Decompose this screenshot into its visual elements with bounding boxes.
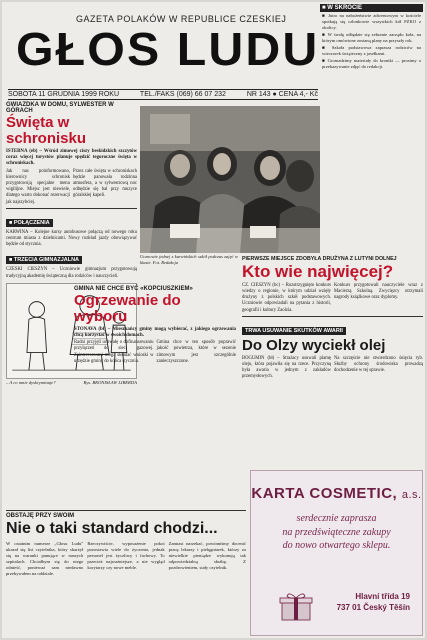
gift-box-icon [279,591,313,621]
ad-slogan [251,512,422,553]
divider [6,510,246,511]
article-paragraph: Konkurs przygotowali nauczyciele wraz z Macierzą Szkolną. Zwycięzcy otrzymali nagrody książkowe oraz dyplomy. [334,282,423,301]
advertisement [250,470,423,636]
ad-slogan-line: na przedświąteczne zakupy [282,526,391,538]
cartoon-caption-text: – A co mnie dyskryminuje? [6,379,56,385]
article-headline: Kto wie najwięcej? [242,262,394,281]
article-paragraph: Radni przyjęli uchwałę o dofinansowaniu przyłączeń do sieci gazowej. Zainteresowani mogą składać wnioski w urzędzie gminy do końca stycznia. [74,340,154,364]
issue-phone: TEL./FAKS (069) 66 07 232 [139,91,226,98]
article-paragraph: Przez całe święta w schroniskach będzie panowała rodzinna atmosfera, a w sylwestrową noc odbędzie się bal przy muzyce góralskiej kapeli. [73,168,137,199]
article-paragraph: Gmina chce w ten sposób poprawić jakość powietrza, które w sezonie zimowym jest szczególnie zanieczyszczone. [156,340,236,364]
article-lead: STONAVA (bł) – Mieszkańcy gminy mogą wybierać, z jakiego ogrzewania chcą korzystać w swoich domach. [74,326,236,338]
article-headline: Ogrzewanie do wyboru [74,292,181,325]
masthead [4,4,318,94]
divider [242,316,423,317]
ad-slogan-line: do nowo otwartego sklepu. [282,540,391,551]
article-paragraph: Jak nas poinformowano, kierownicy schronisk przygotowują specjalne menu wigilijne. Miejsc jest niewiele, dlatego warto dokonać rezerwacji jak najszybciej. [6,168,70,205]
briefs-header: ■ W SKRÓCIE [320,4,423,12]
newspaper-page [2,2,425,638]
ad-title-suffix: a.s. [401,489,422,501]
article-kicker: OBSTAJĘ PRZY SWOIM [6,513,75,519]
article-paragraph: BOGUMIN (bł) – Strażacy usuwali plamę oleju, która pojawiła się na rzece. Przyczyną była awaria w jednym z zakładów przemysłowych. [242,355,331,380]
center-article [74,286,236,365]
issue-number-price: NR 143 ● CENA 4,- Kč [246,91,318,98]
masthead-tagline: GAZETA POLAKÓW W REPUBLICE CZESKIEJ [76,14,287,24]
cartoon-credit: Rys. BRONISŁAW LIBERDA [83,379,137,385]
briefs-column [320,4,423,122]
ad-company-name [251,485,422,502]
article-kicker: GWIAZDKA W DOMU, SYLWESTER W GÓRACH [6,102,114,114]
article-paragraph: Rzeczywiście, wyposażenie pokoi pozostawia wiele do życzenia, jednak personel jest życzliwy i fachowy. To przecież najważniejsze, a nie wygląd korytarzy czy nowe meble. [87,540,165,571]
article-kicker: PIERWSZE MIEJSCE ZDOBYŁA DRUŻYNA Z LUTYNI DOLNEJ [242,256,397,262]
bottom-article [6,508,246,577]
section-label: ■ TRZECIA GIMNAZJALNA [6,256,82,264]
article-body [242,282,423,314]
photo-caption: Ucznowie jednej z karwińskich szkół podczas zajęć w klasie. Fot. Redakcja [140,254,238,265]
article-headline: Nie o taki standard chodzi... [6,520,218,537]
brief-item: ■ W środę odbędzie się zebranie zarządu koła, na którym omówione zostaną plany na przyszły rok. [322,31,421,43]
brief-item: ■ Jutro na nabożeństwie adwentowym w kościele spotkają się członkowie wszystkich kół PZKO z okolicy. [322,13,421,30]
article-body [74,339,236,365]
article-headline: Święta w schronisku [6,114,87,147]
brief-text: KARWINA – Kolejne kursy autobusowe połączą od nowego roku centrum miasta z dzielnicami. Nowy rozkład jazdy obowiązywać będzie od stycznia. [6,229,137,248]
article-paragraph: Na szczęście nie stwierdzono śnięcia ryb. Służby ochrony środowiska prowadzą dochodzenie w tej sprawie. [334,355,423,374]
brief-item: ■ Szkoła podstawowa zaprasza rodziców na wieczorek świąteczny z jasełkami. [322,44,421,56]
article-paragraph: W ostatnim numerze „Głosu Ludu” ukazał się list czytelnika, który skarżył się na warunki panujące w naszych szpitalach. Chciałbym się do niego odnieść, ponieważ sam niedawno przebywałem na oddziale. [6,540,84,577]
ad-address-line: 737 01 Český Těšín [336,602,410,612]
article-body [242,355,423,381]
article-paragraph: Zamiast narzekać, powinniśmy docenić pracę lekarzy i pielęgniarek, którzy za niewielkie pieniądze wykonują tak odpowiedzialną służbę. Z pozdrowieniem, stały czytelnik. [168,540,246,571]
classroom-photo [140,106,320,253]
brief-item: ■ Gromadzimy materiały do kroniki — prosimy o przekazywanie zdjęć do redakcji. [322,57,421,69]
ad-title-text: KARTA COSMETIC, [251,485,398,502]
section-label: ■ POŁĄCZENIA [6,219,53,227]
article-kicker: GMINA NIE CHCE BYĆ «KOPCIUSZKIEM» [74,286,193,292]
brief-text: CZESKI CIESZYN – Uczniowie gimnazjum przygotowują tradycyjną akademię świąteczną dla rodziców i nauczycieli. [6,267,137,279]
photo-image [140,106,320,253]
article-paragraph: CZ. CIESZYN (bc) – Rozstrzygnięto konkurs wiedzy o regionie, w którym udział wzięły drużyny z polskich szkół podstawowych. Uczniowie odpowiadali na pytania z historii, geografii i kultury Zaolzia. [242,282,331,313]
right-articles [242,256,423,380]
issue-info-bar [8,89,318,100]
divider [6,208,137,209]
article-lead: ISTEBNA (eb) – Wśród zimowej ciszy beskidzkich szczytów coraz więcej turystów planuje spędzić tegoroczne święta w schroniskach. [6,148,137,167]
cartoon-caption [6,380,137,385]
article-body [6,541,246,577]
article-body [6,168,137,206]
ad-address-line: Hlavní třída 19 [355,592,410,602]
ad-slogan-line: serdecznie zaprasza [296,513,377,524]
ad-address [337,592,410,613]
newspaper-logo: GŁOS LUDU [16,23,320,75]
issue-date: SOBOTA 11 GRUDNIA 1999 ROKU [8,91,120,98]
article-kicker-bar: TRWA USUWANIE SKUTKÓW AWARII [242,327,346,335]
article-headline: Do Olzy wyciekł olej [242,336,386,354]
